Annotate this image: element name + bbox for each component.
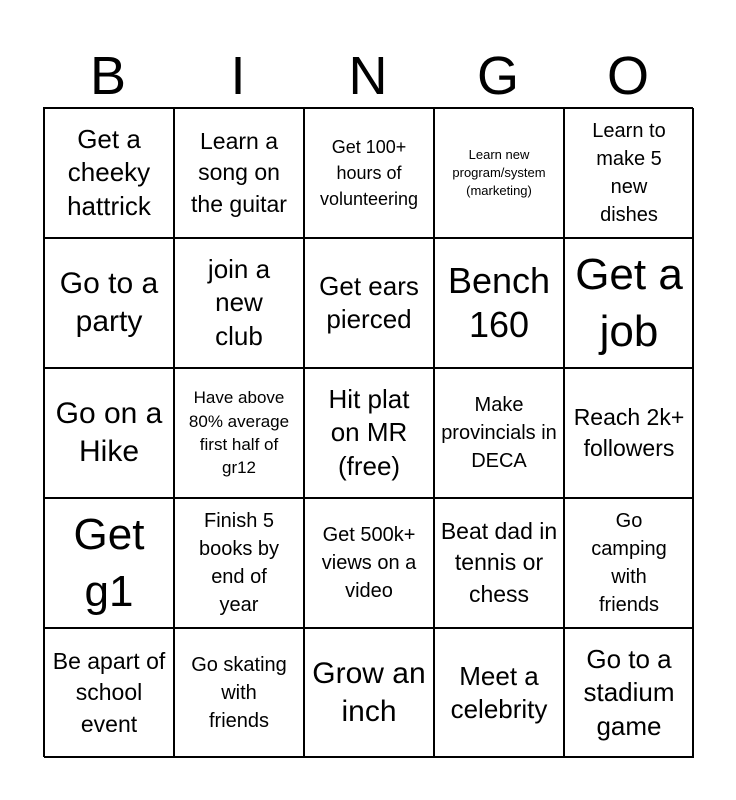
cell-text: Have above 80% average first half of gr12 bbox=[188, 388, 290, 478]
cell-text: Make provincials in DECA bbox=[441, 394, 557, 472]
bingo-cell[interactable] bbox=[434, 498, 564, 628]
bingo-cell[interactable] bbox=[174, 108, 304, 238]
bingo-cell[interactable] bbox=[564, 368, 694, 498]
bingo-cell[interactable] bbox=[44, 628, 174, 758]
cell-text: Learn to make 5 new dishes bbox=[592, 120, 666, 226]
bingo-cell[interactable] bbox=[304, 628, 434, 758]
cell-text: Go camping with friends bbox=[591, 510, 667, 616]
bingo-cell[interactable] bbox=[44, 368, 174, 498]
header-letter-n: N bbox=[348, 46, 388, 106]
cell-text: Be apart of school event bbox=[52, 648, 166, 737]
bingo-cell[interactable] bbox=[304, 238, 434, 368]
bingo-cell[interactable] bbox=[434, 628, 564, 758]
bingo-cell[interactable] bbox=[174, 498, 304, 628]
cell-text: Go skating with friends bbox=[191, 654, 287, 732]
cell-text: join a new club bbox=[207, 254, 271, 351]
bingo-cell[interactable] bbox=[174, 368, 304, 498]
cell-text: Get 500k+ views on a video bbox=[321, 524, 417, 602]
bingo-cell[interactable] bbox=[174, 238, 304, 368]
cell-text: Go to a party bbox=[59, 266, 159, 338]
cell-text: Get ears pierced bbox=[319, 270, 419, 334]
cell-text: Bench 160 bbox=[447, 260, 551, 345]
header-letter-b: B bbox=[89, 46, 127, 106]
cell-text: Reach 2k+ followers bbox=[573, 403, 685, 461]
cell-text: Meet a celebrity bbox=[450, 660, 548, 724]
bingo-cell[interactable] bbox=[304, 108, 434, 238]
header-letter-g: G bbox=[476, 46, 519, 106]
cell-text: Get 100+ hours of volunteering bbox=[319, 136, 419, 210]
bingo-cell[interactable] bbox=[564, 238, 694, 368]
cell-text: Learn a song on the guitar bbox=[191, 128, 287, 217]
cell-text: Go on a Hike bbox=[55, 396, 163, 468]
bingo-cell[interactable] bbox=[44, 498, 174, 628]
bingo-cell[interactable] bbox=[174, 628, 304, 758]
cell-text: Learn new program/system (marketing) bbox=[452, 146, 546, 199]
header-letter-i: I bbox=[230, 46, 246, 106]
bingo-cell[interactable] bbox=[564, 108, 694, 238]
bingo-cell[interactable] bbox=[564, 498, 694, 628]
cell-text: Grow an inch bbox=[312, 656, 426, 728]
bingo-header bbox=[43, 46, 693, 106]
bingo-cell[interactable] bbox=[564, 628, 694, 758]
cell-text: Get a cheeky hattrick bbox=[67, 124, 151, 221]
cell-text: Finish 5 books by end of year bbox=[198, 510, 280, 616]
bingo-cell[interactable] bbox=[434, 238, 564, 368]
bingo-cell[interactable] bbox=[434, 108, 564, 238]
bingo-cell[interactable] bbox=[434, 368, 564, 498]
header-letter-o: O bbox=[606, 46, 649, 106]
cell-text: Hit plat on MR (free) bbox=[328, 384, 410, 481]
bingo-board bbox=[43, 107, 693, 757]
bingo-cell[interactable] bbox=[304, 368, 434, 498]
bingo-cell[interactable] bbox=[44, 108, 174, 238]
cell-text: Beat dad in tennis or chess bbox=[440, 518, 558, 607]
cell-text: Get g1 bbox=[73, 509, 145, 616]
bingo-cell[interactable] bbox=[44, 238, 174, 368]
bingo-cell[interactable] bbox=[304, 498, 434, 628]
cell-text: Get a job bbox=[575, 249, 683, 356]
cell-text: Go to a stadium game bbox=[583, 644, 675, 741]
